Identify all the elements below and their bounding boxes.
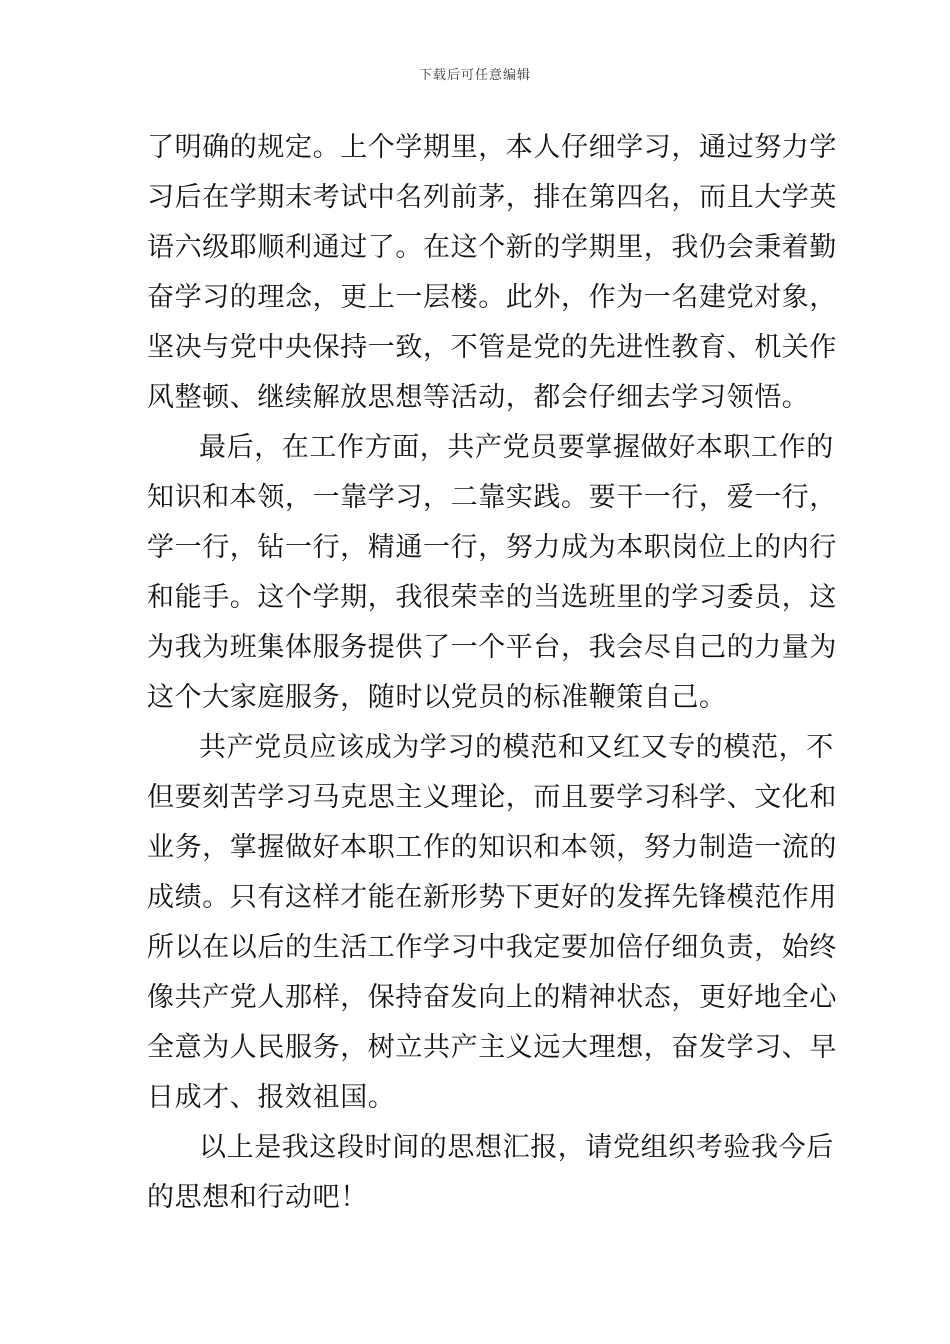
text-line: 但要刻苦学习马克思主义理论，而且要学习科学、文化和 xyxy=(147,782,837,813)
text-line: 学一行，钻一行，精通一行，努力成为本职岗位上的内行 xyxy=(147,532,837,563)
paragraph-first-line: 以上是我这段时间的思想汇报，请党组织考验我今后 xyxy=(199,1132,834,1163)
text-line: 和能手。这个学期，我很荣幸的当选班里的学习委员，这 xyxy=(147,582,837,613)
text-line: 奋学习的理念，更上一层楼。此外，作为一名建党对象， xyxy=(147,282,837,313)
text-line: 业务，掌握做好本职工作的知识和本领，努力制造一流的 xyxy=(147,832,837,863)
paragraph-first-line: 最后，在工作方面，共产党员要掌握做好本职工作的 xyxy=(199,432,834,463)
text-line: 全意为人民服务，树立共产主义远大理想，奋发学习、早 xyxy=(147,1032,837,1063)
document-body xyxy=(147,123,837,1223)
text-line: 的思想和行动吧！ xyxy=(147,1182,368,1213)
text-line: 了明确的规定。上个学期里，本人仔细学习，通过努力学 xyxy=(147,132,837,163)
text-line: 风整顿、继续解放思想等活动，都会仔细去学习领悟。 xyxy=(147,382,810,413)
text-line: 日成才、报效祖国。 xyxy=(147,1082,396,1113)
text-line: 这个大家庭服务，随时以党员的标准鞭策自己。 xyxy=(147,682,727,713)
text-line: 成绩。只有这样才能在新形势下更好的发挥先锋模范作用 xyxy=(147,882,837,913)
text-line: 坚决与党中央保持一致，不管是党的先进性教育、机关作 xyxy=(147,332,837,363)
text-line: 为我为班集体服务提供了一个平台，我会尽自己的力量为 xyxy=(147,632,837,663)
text-line: 语六级耶顺利通过了。在这个新的学期里，我仍会秉着勤 xyxy=(147,232,837,263)
text-line: 像共产党人那样，保持奋发向上的精神状态，更好地全心 xyxy=(147,982,837,1013)
page-header: 下载后可任意编辑 xyxy=(418,68,531,83)
text-line: 习后在学期末考试中名列前茅，排在第四名，而且大学英 xyxy=(147,182,837,213)
paragraph-first-line: 共产党员应该成为学习的模范和又红又专的模范，不 xyxy=(199,732,834,763)
text-line: 知识和本领，一靠学习，二靠实践。要干一行，爱一行， xyxy=(147,482,837,513)
text-line: 所以在以后的生活工作学习中我定要加倍仔细负责，始终 xyxy=(147,932,837,963)
